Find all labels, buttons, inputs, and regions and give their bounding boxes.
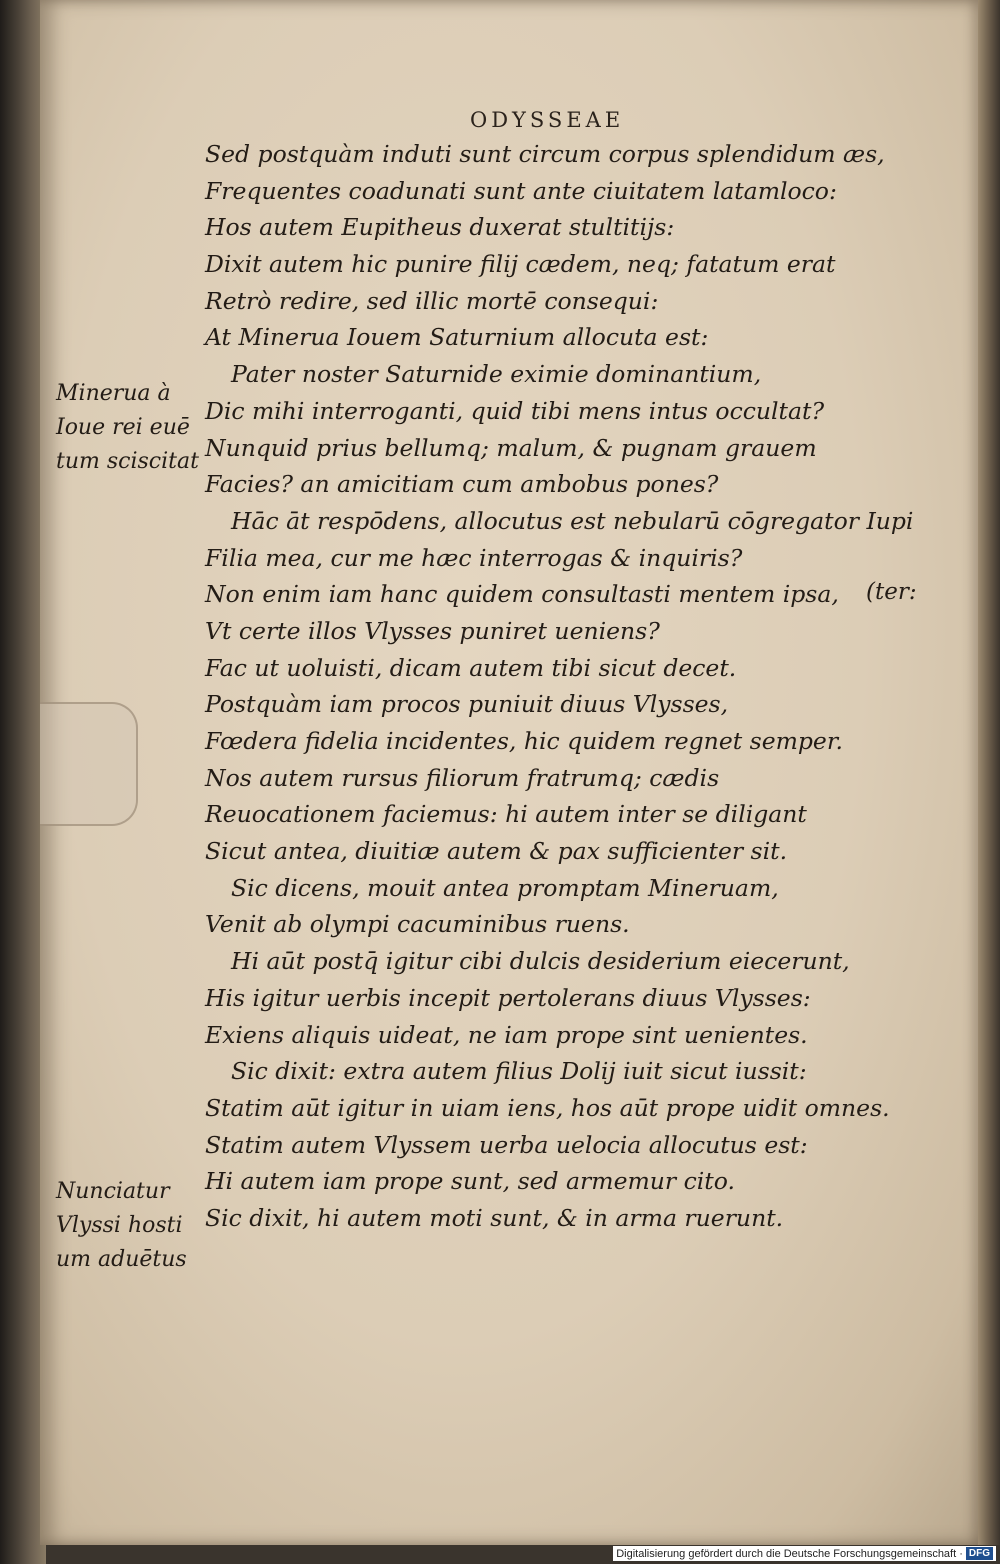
gloss-line: Minerua à bbox=[56, 381, 171, 406]
verse-line: Fac ut uoluisti, dicam autem tibi sicut decet. bbox=[205, 653, 737, 682]
verse-line: Dic mihi interroganti, quid tibi mens intus occultat? bbox=[205, 396, 825, 425]
verse-line: Sic dixit, hi autem moti sunt, & in arma ruerunt. bbox=[205, 1203, 784, 1232]
margin-gloss-nunciatur bbox=[56, 1175, 206, 1277]
verse-line: Pater noster Saturnide eximie dominantium, bbox=[231, 360, 762, 389]
gloss-line: um aduētus bbox=[56, 1247, 187, 1272]
verse-line: Facies? an amicitiam cum ambobus pones? bbox=[205, 470, 719, 499]
margin-gloss-minerva bbox=[56, 377, 206, 479]
verse-line: Sic dicens, mouit antea promptam Mineruam, bbox=[231, 873, 779, 902]
verse-line: Exiens aliquis uideat, ne iam prope sint uenientes. bbox=[205, 1020, 808, 1049]
verse-line: Nos autem rursus filiorum fratrumq; cædis bbox=[205, 763, 720, 792]
verse-line: Sed postquàm induti sunt circum corpus splendidum æs, bbox=[205, 140, 885, 168]
verse-line: Hi aūt postq̄ igitur cibi dulcis desiderium eiecerunt, bbox=[231, 947, 850, 976]
gloss-line: Ioue rei euē bbox=[56, 415, 190, 440]
verse-line: Retrò redire, sed illic mortē consequi: bbox=[205, 286, 659, 315]
running-head: ODYSSEAE bbox=[470, 108, 625, 132]
dfg-logo: DFG bbox=[966, 1547, 993, 1560]
gloss-line: Vlyssi hosti bbox=[56, 1213, 183, 1238]
verse-line: Filia mea, cur me hæc interrogas & inquiris? bbox=[205, 543, 743, 572]
verse-line: Hos autem Eupitheus duxerat stultitijs: bbox=[205, 213, 675, 242]
gloss-line: tum sciscitat bbox=[56, 449, 199, 474]
verse-line: Statim aūt igitur in uiam iens, hos aūt prope uidit omnes. bbox=[205, 1093, 890, 1122]
verse-line: Postquàm iam procos puniuit diuus Vlysses, bbox=[205, 690, 729, 719]
verse-line: Venit ab olympi cacuminibus ruens. bbox=[205, 910, 630, 939]
verse-line: Vt certe illos Vlysses puniret ueniens? bbox=[205, 616, 660, 645]
digitization-footer bbox=[613, 1546, 996, 1561]
verse-line: Reuocationem faciemus: hi autem inter se diligant bbox=[205, 800, 807, 829]
verse-line: Nunquid prius bellumq; malum, & pugnam grauem bbox=[205, 433, 817, 462]
clip-impression bbox=[40, 702, 138, 826]
verse-line: At Minerua Iouem Saturnium allocuta est: bbox=[205, 323, 709, 352]
gloss-line: Nunciatur bbox=[56, 1179, 170, 1204]
verse-line: Hi autem iam prope sunt, sed armemur cito. bbox=[205, 1167, 735, 1196]
verse-line: Statim autem Vlyssem uerba uelocia allocutus est: bbox=[205, 1130, 808, 1159]
verse-line: Fœdera fidelia incidentes, hic quidem regnet semper. bbox=[205, 727, 843, 755]
verse-line: Frequentes coadunati sunt ante ciuitatem latamloco: bbox=[205, 176, 837, 205]
verse-line: Hāc āt respōdens, allocutus est nebularū cōgregator Iupi bbox=[231, 506, 914, 535]
footer-credit: Digitalisierung gefördert durch die Deutsche Forschungsgemeinschaft · bbox=[616, 1547, 963, 1560]
verse-line: Dixit autem hic punire filij cædem, neq; fatatum erat bbox=[205, 250, 836, 279]
verse-line: His igitur uerbis incepit pertolerans diuus Vlysses: bbox=[205, 983, 811, 1012]
verse-text bbox=[205, 136, 914, 1237]
verse-line: Non enim iam hanc quidem consultasti mentem ipsa, bbox=[205, 580, 839, 609]
line-continuation: (ter: bbox=[866, 579, 917, 605]
page-edge bbox=[978, 0, 1000, 1545]
verse-line: Sicut antea, diuitiæ autem & pax sufficienter sit. bbox=[205, 837, 788, 866]
verse-line: Sic dixit: extra autem filius Dolij iuit sicut iussit: bbox=[231, 1057, 807, 1086]
